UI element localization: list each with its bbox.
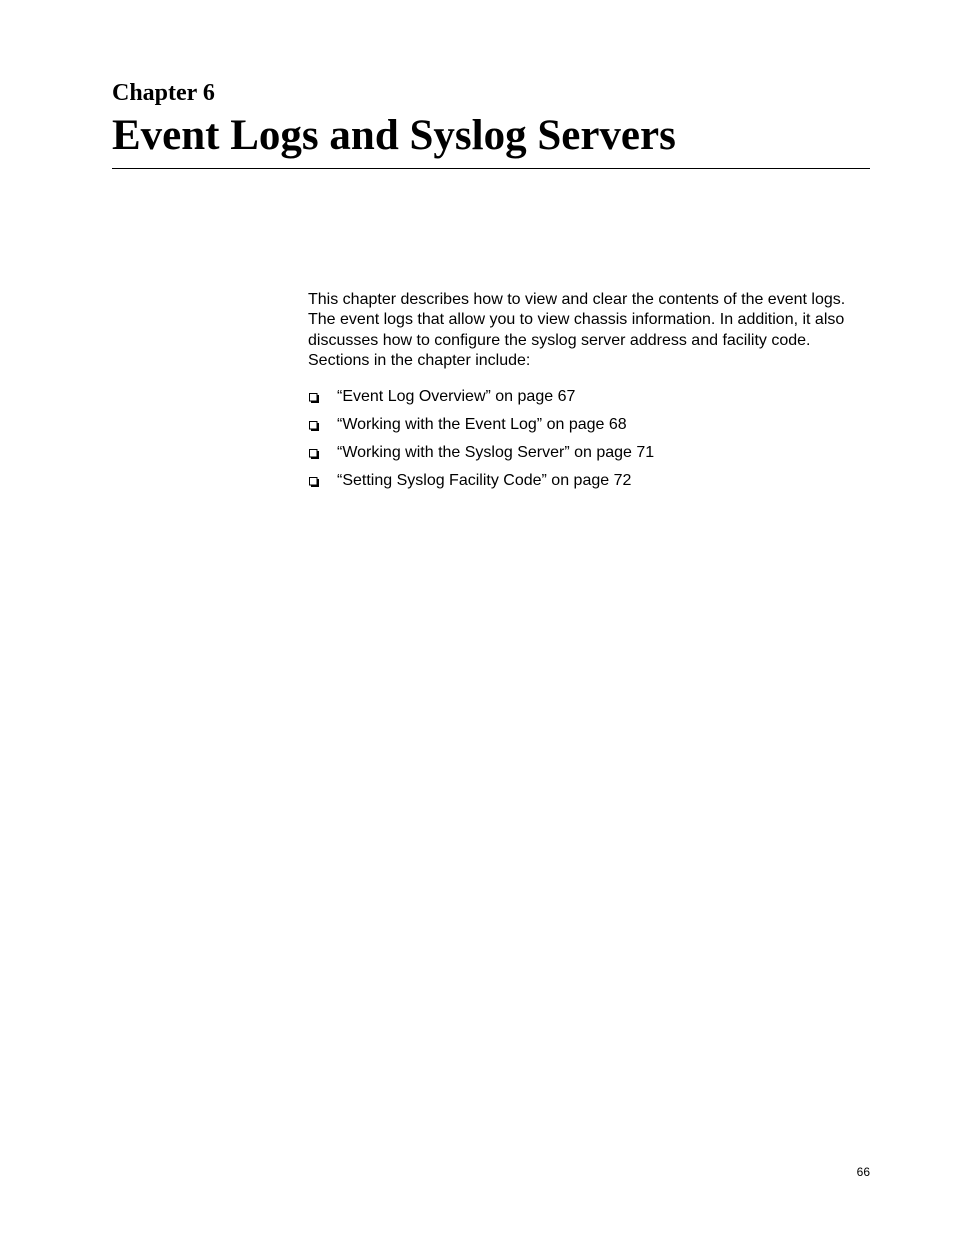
shadowed-square-icon: [309, 477, 319, 487]
section-link[interactable]: “Working with the Event Log” on page 68: [337, 416, 627, 434]
section-list: [308, 388, 873, 500]
chapter-title: Event Logs and Syslog Servers: [112, 112, 676, 159]
section-link[interactable]: “Event Log Overview” on page 67: [337, 388, 576, 406]
section-link[interactable]: “Setting Syslog Facility Code” on page 72: [337, 472, 632, 490]
shadowed-square-icon: [309, 393, 319, 403]
section-list-item: [308, 472, 873, 500]
intro-paragraph: This chapter describes how to view and clear the contents of the event logs. The event logs that allow you to view chassis information. In addition, it also discusses how to configure the syslog server address and facility code. Sections in the chapter include:: [308, 291, 846, 369]
section-link[interactable]: “Working with the Syslog Server” on page 71: [337, 444, 655, 462]
section-list-item: [308, 444, 873, 472]
chapter-label: Chapter 6: [112, 80, 215, 106]
shadowed-square-icon: [309, 449, 319, 459]
section-list-item: [308, 416, 873, 444]
section-list-item: [308, 388, 873, 416]
title-divider: [112, 168, 870, 169]
page-number: 66: [856, 1165, 870, 1179]
shadowed-square-icon: [309, 421, 319, 431]
chapter-intro-section: [308, 290, 873, 500]
